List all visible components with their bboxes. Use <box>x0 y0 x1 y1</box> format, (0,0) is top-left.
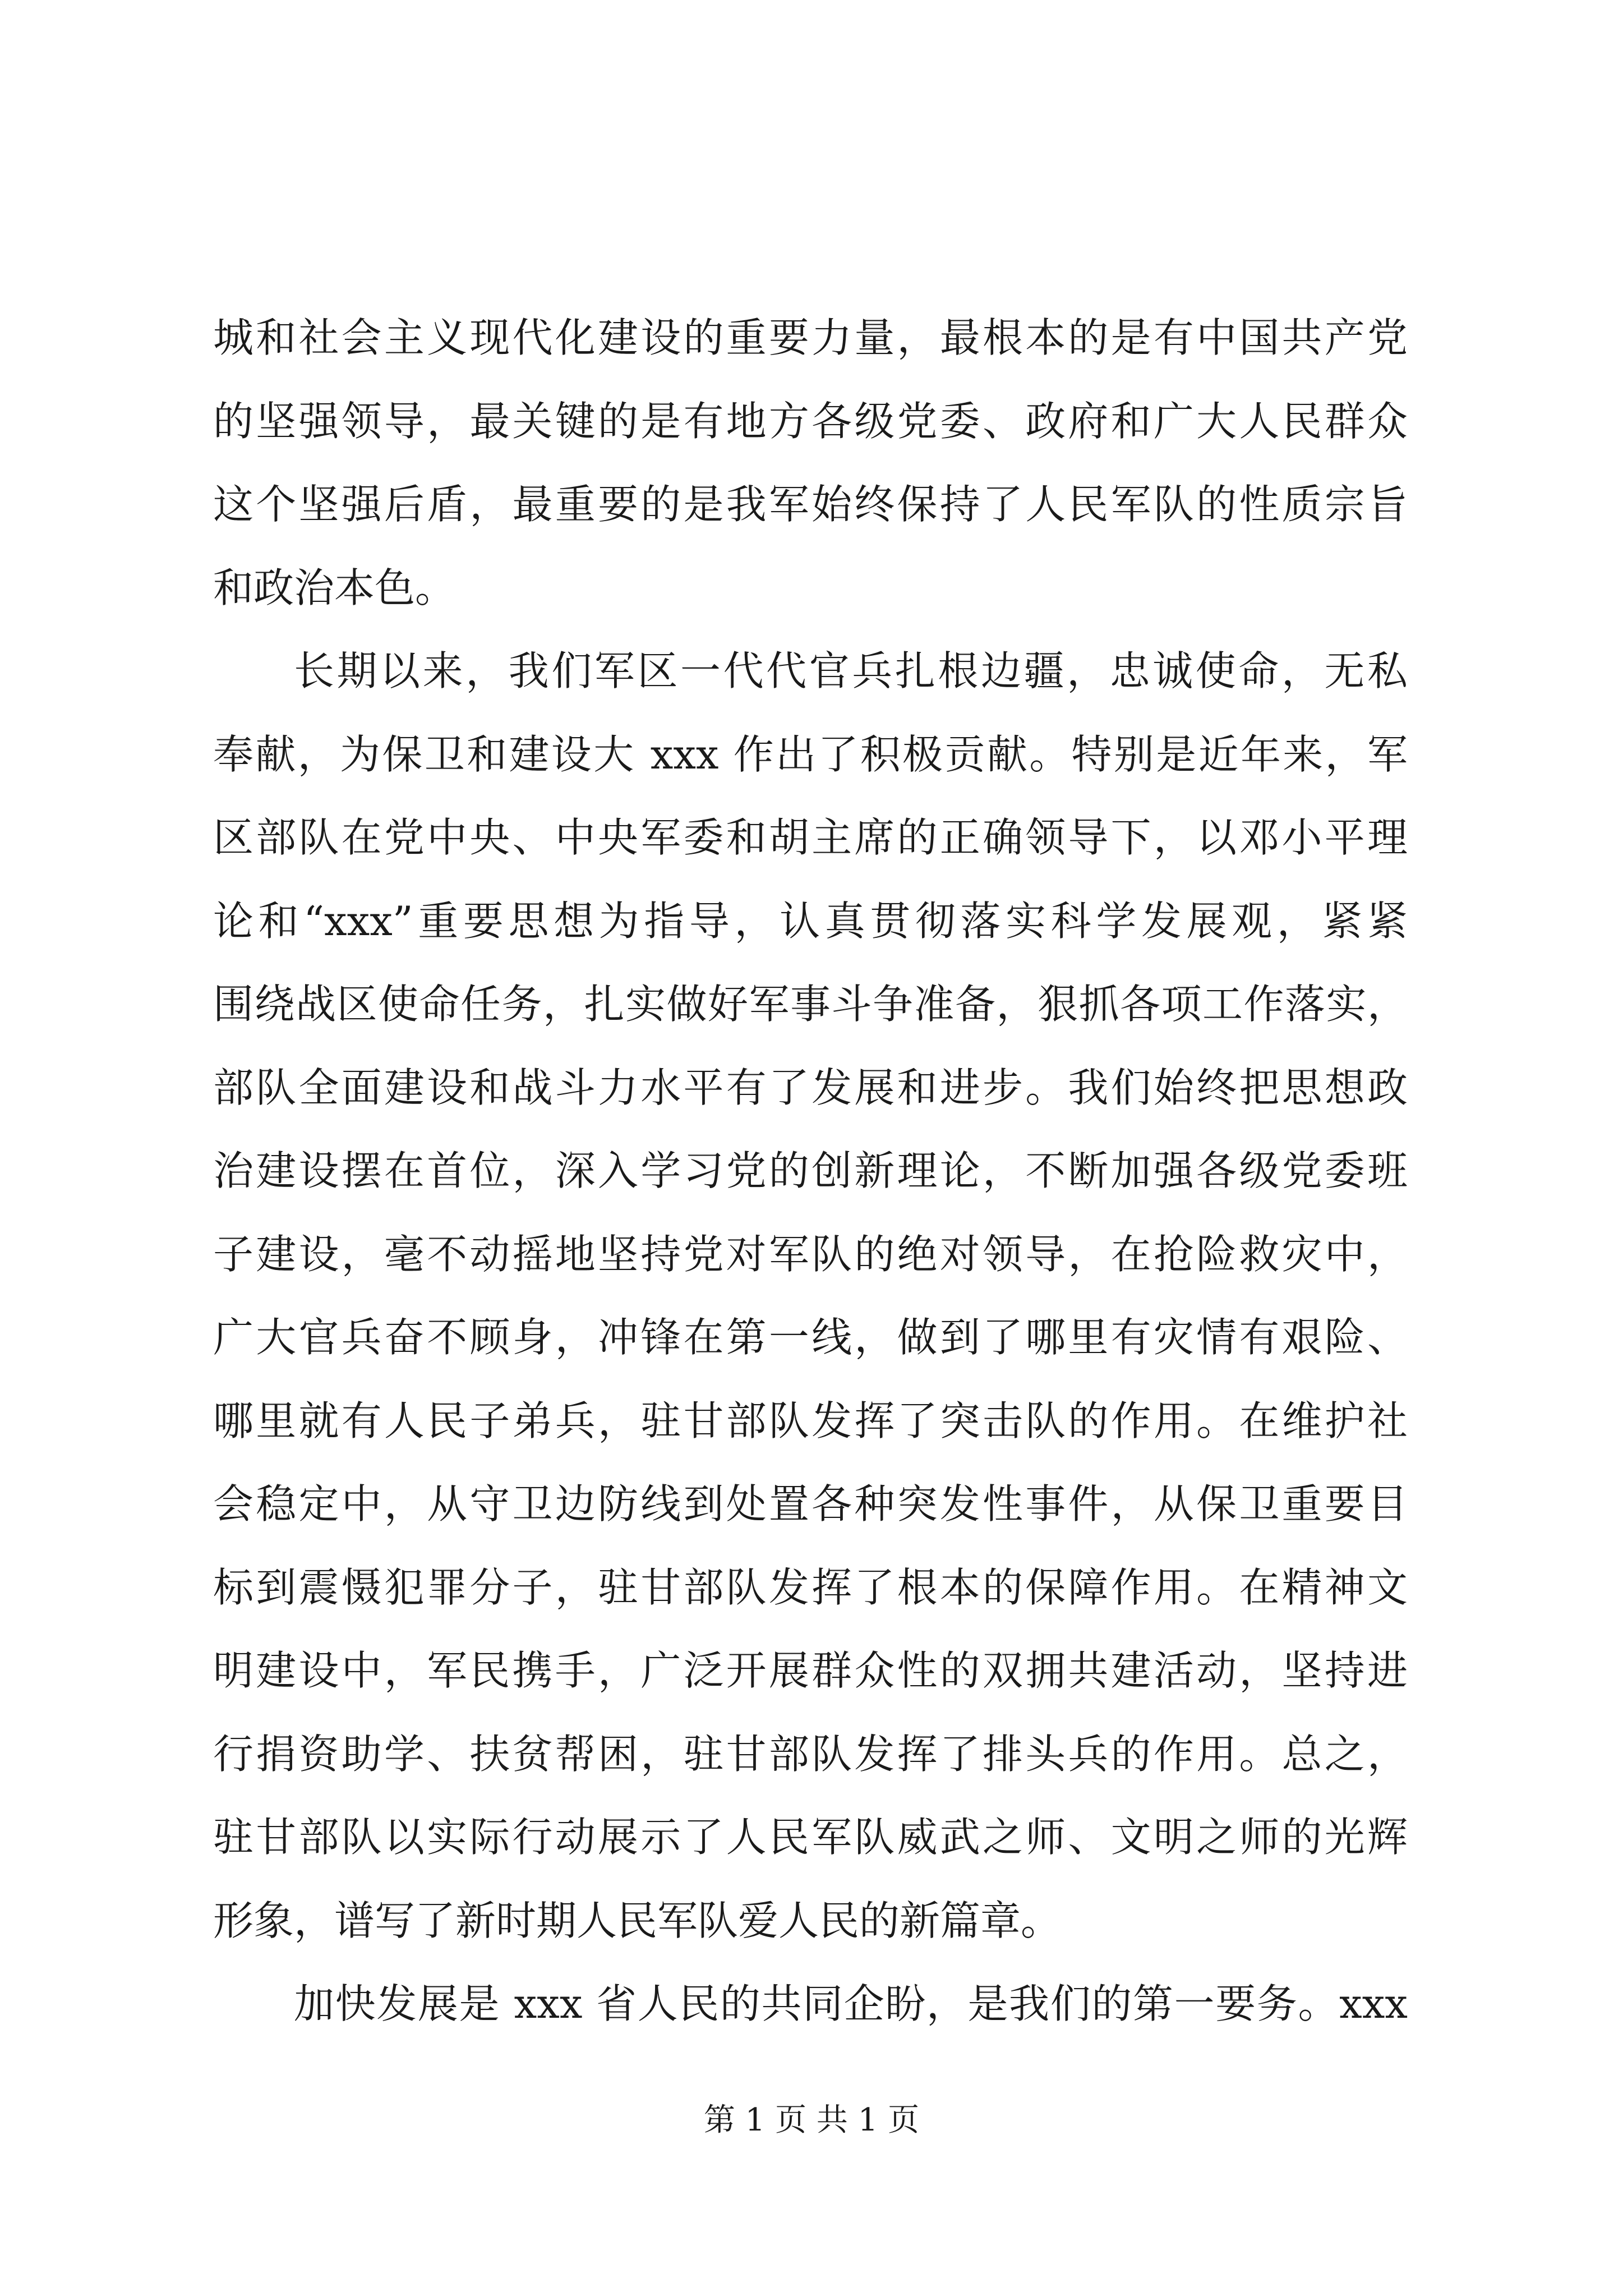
text-line: 加快发展是 xxx 省人民的共同企盼，是我们的第一要务。xxx <box>294 1980 1408 2027</box>
text-line: 行捐资助学、扶贫帮困，驻甘部队发挥了排头兵的作用。总之， <box>213 1730 1408 1778</box>
text-line: 区部队在党中央、中央军委和胡主席的正确领导下，以邓小平理 <box>213 814 1408 861</box>
text-line: 治建设摆在首位，深入学习党的创新理论，不断加强各级党委班 <box>213 1147 1408 1194</box>
text-line: 的坚强领导，最关键的是有地方各级党委、政府和广大人民群众 <box>213 397 1408 445</box>
text-line: 标到震慑犯罪分子，驻甘部队发挥了根本的保障作用。在精神文 <box>213 1563 1408 1611</box>
text-line: 奉献，为保卫和建设大 xxx 作出了积极贡献。特别是近年来，军 <box>213 730 1408 778</box>
text-line: 长期以来，我们军区一代代官兵扎根边疆，忠诚使命，无私 <box>294 647 1408 694</box>
text-line: 这个坚强后盾，最重要的是我军始终保持了人民军队的性质宗旨 <box>213 481 1408 528</box>
text-line: 会稳定中，从守卫边防线到处置各种突发性事件，从保卫重要目 <box>213 1480 1408 1527</box>
text-line: 驻甘部队以实际行动展示了人民军队威武之师、文明之师的光辉 <box>213 1814 1408 1861</box>
text-line: 城和社会主义现代化建设的重要力量，最根本的是有中国共产党 <box>213 314 1408 361</box>
text-line: 围绕战区使命任务，扎实做好军事斗争准备，狠抓各项工作落实， <box>213 981 1408 1028</box>
text-line: 论和“xxx”重要思想为指导，认真贯彻落实科学发展观，紧紧 <box>213 897 1408 945</box>
text-line: 部队全面建设和战斗力水平有了发展和进步。我们始终把思想政 <box>213 1064 1408 1111</box>
text-line: 子建设，毫不动摇地坚持党对军队的绝对领导，在抢险救灾中， <box>213 1230 1408 1278</box>
text-line: 形象，谱写了新时期人民军队爱人民的新篇章。 <box>213 1897 1062 1944</box>
document-body <box>213 296 1408 2046</box>
page-footer: 第 1 页 共 1 页 <box>703 2102 920 2138</box>
text-line: 和政治本色。 <box>213 564 456 611</box>
text-line: 广大官兵奋不顾身，冲锋在第一线，做到了哪里有灾情有艰险、 <box>213 1314 1408 1361</box>
text-line: 明建设中，军民携手，广泛开展群众性的双拥共建活动，坚持进 <box>213 1647 1408 1694</box>
text-line: 哪里就有人民子弟兵，驻甘部队发挥了突击队的作用。在维护社 <box>213 1397 1408 1444</box>
